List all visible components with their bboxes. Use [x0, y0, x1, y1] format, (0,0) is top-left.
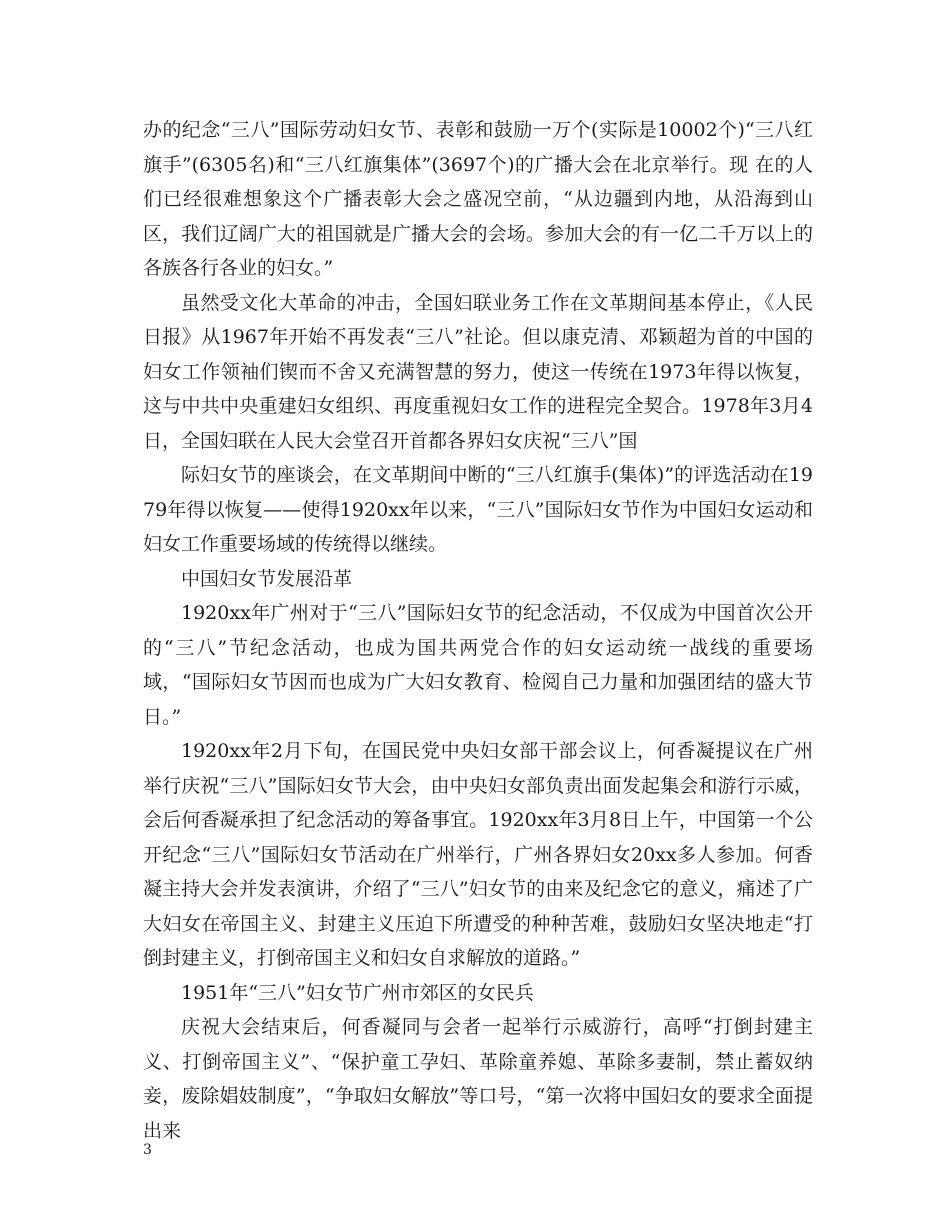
image-caption-1951: 1951年“三八”妇女节广州市郊区的女民兵 [181, 981, 534, 1004]
paragraph-3: 际妇女节的座谈会，在文革期间中断的“三八红旗手(集体)”的评选活动在1979年得以恢复——使得1920xx年以来，“三八”国际妇女节作为中国妇女运动和妇女工作重要场域的传统得以继续。 [143, 464, 813, 555]
section-heading-development: 中国妇女节发展沿革 [181, 567, 353, 590]
paragraph-6: 1920xx年2月下旬，在国民党中央妇女部干部会议上，何香凝提议在广州举行庆祝“三八”国际妇女节大会，由中央妇女部负责出面发起集会和游行示威，会后何香凝承担了纪念活动的筹备事宜。1920xx年3月8日上午，中国第一个公开纪念“三八”国际妇女节活动在广州举行，广州各界妇女20xx多人参加。何香凝主持大会并发表演讲，介绍了“三八”妇女节的由来及纪念它的意义，痛述了广大妇女在帝国主义、封建主义压迫下所遭受的种种苦难，鼓励妇女坚决地走“打倒封建主义，打倒帝国主义和妇女自求解放的道路。” [143, 740, 813, 969]
paragraph-8: 庆祝大会结束后，何香凝同与会者一起举行示威游行，高呼“打倒封建主义、打倒帝国主义”、“保护童工孕妇、革除童养媳、革除多妻制，禁止蓄奴纳妾，废除娼妓制度”，“争取妇女解放”等口号，“第一次将中国妇女的要求全面提出来 [143, 1016, 813, 1142]
paragraph-2: 虽然受文化大革命的冲击，全国妇联业务工作在文革期间基本停止，《人民日报》从1967年开始不再发表“三八”社论。但以康克清、邓颖超为首的中国的妇女工作领袖们锲而不舍又充满智慧的努力，使这一传统在1973年得以恢复，这与中共中央重建妇女组织、再度重视妇女工作的进程完全契合。1978年3月4日，全国妇联在人民大会堂召开首都各界妇女庆祝“三八”国 [143, 291, 813, 452]
paragraph-1: 办的纪念“三八”国际劳动妇女节、表彰和鼓励一万个(实际是10002个)“三八红旗手”(6305名)和“三八红旗集体”(3697个)的广播大会在北京举行。现 在的人们已经很难想象这个广播表彰大会之盛况空前，“从边疆到内地，从沿海到山区，我们辽阔广大的祖国就是广播大会的会场。参加大会的有一亿二千万以上的各族各行各业的妇女。” [143, 119, 813, 279]
paragraph-5: 1920xx年广州对于“三八”国际妇女节的纪念活动，不仅成为中国首次公开的“三八”节纪念活动，也成为国共两党合作的妇女运动统一战线的重要场域，“国际妇女节因而也成为广大妇女教育、检阅自己力量和加强团结的盛大节日。” [143, 602, 813, 728]
document-body [143, 113, 813, 1148]
page-number: 3 [143, 1142, 152, 1158]
